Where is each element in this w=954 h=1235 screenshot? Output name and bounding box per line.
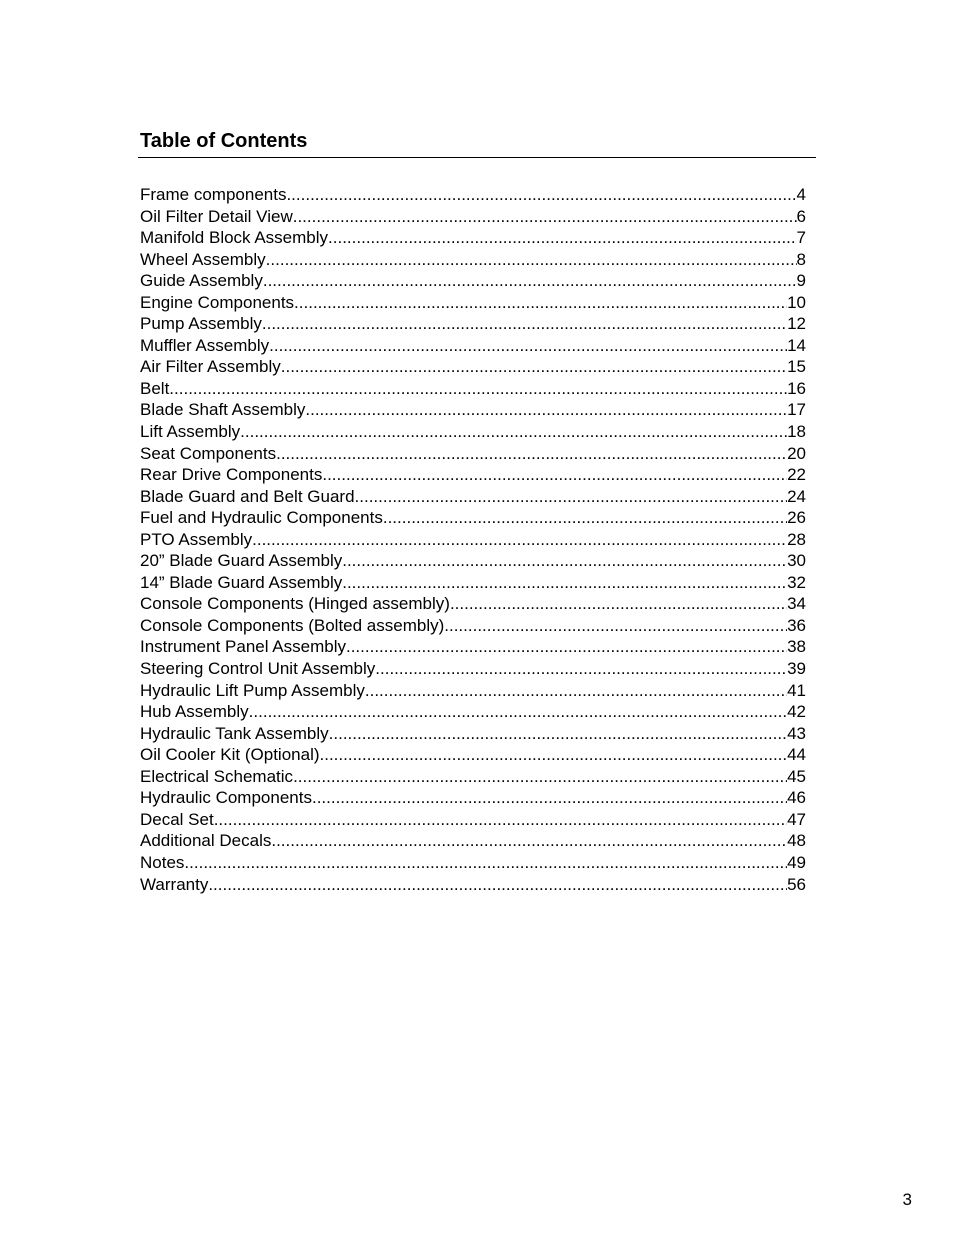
toc-entry-title: Manifold Block Assembly [140, 228, 329, 248]
toc-entry[interactable] [140, 421, 806, 443]
toc-entry-page: 32 [787, 572, 806, 592]
dot-leader [184, 852, 787, 874]
toc-entry-page: 36 [787, 615, 806, 635]
toc-entry-page: 48 [787, 831, 806, 851]
toc-entry-page: 8 [796, 249, 806, 269]
toc-entry-page: 17 [787, 400, 806, 420]
toc-entry[interactable] [140, 378, 806, 400]
toc-entry[interactable] [140, 680, 806, 702]
toc-entry-page: 22 [787, 465, 806, 485]
toc-entry-page: 24 [787, 486, 806, 506]
toc-entry-page: 38 [787, 637, 806, 657]
dot-leader [383, 507, 787, 529]
dot-leader [208, 874, 787, 896]
toc-entry-page: 6 [796, 206, 806, 226]
toc-entry-title: Fuel and Hydraulic Components [140, 508, 383, 528]
toc-entry-title: Oil Filter Detail View [140, 206, 293, 226]
toc-entry[interactable] [140, 486, 806, 508]
toc-entry-page: 14 [787, 335, 806, 355]
toc-entry[interactable] [140, 744, 806, 766]
toc-entry-title: 20” Blade Guard Assembly [140, 551, 343, 571]
toc-entry-title: Wheel Assembly [140, 249, 266, 269]
toc-entry[interactable] [140, 636, 806, 658]
toc-entry-title: Seat Components [140, 443, 277, 463]
toc-entry[interactable] [140, 356, 806, 378]
dot-leader [262, 313, 787, 335]
dot-leader [294, 292, 787, 314]
dot-leader [252, 529, 787, 551]
toc-entry-page: 4 [796, 185, 806, 204]
toc-entry-page: 10 [787, 292, 806, 312]
toc-entry[interactable] [140, 615, 806, 637]
dot-leader [249, 701, 787, 723]
dot-leader [305, 399, 787, 421]
toc-entry-title: PTO Assembly [140, 529, 253, 549]
dot-leader [269, 335, 787, 357]
toc-entry-page: 43 [787, 723, 806, 743]
toc-entry-title: 14” Blade Guard Assembly [140, 572, 343, 592]
dot-leader [276, 443, 787, 465]
toc-entry[interactable] [140, 830, 806, 852]
toc-entry-page: 9 [796, 271, 806, 291]
toc-entry-page: 15 [787, 357, 806, 377]
toc-entry[interactable] [140, 658, 806, 680]
dot-leader [293, 206, 797, 228]
toc-entry-page: 34 [787, 594, 806, 614]
toc-entry-page: 7 [796, 228, 806, 248]
toc-entry-title: Hydraulic Lift Pump Assembly [140, 680, 365, 700]
toc-entry-page: 18 [787, 422, 806, 442]
toc-entry[interactable] [140, 572, 806, 594]
toc-entry[interactable] [140, 593, 806, 615]
dot-leader [444, 615, 787, 637]
toc-list [140, 184, 806, 895]
dot-leader [320, 744, 788, 766]
toc-entry-title: Pump Assembly [140, 314, 262, 334]
toc-entry[interactable] [140, 464, 806, 486]
toc-entry-page: 12 [787, 314, 806, 334]
toc-entry[interactable] [140, 852, 806, 874]
toc-entry-title: Blade Guard and Belt Guard [140, 486, 355, 506]
dot-leader [342, 550, 787, 572]
toc-entry[interactable] [140, 227, 806, 249]
toc-entry[interactable] [140, 550, 806, 572]
toc-entry[interactable] [140, 399, 806, 421]
dot-leader [271, 830, 787, 852]
toc-entry-title: Notes [140, 852, 185, 872]
toc-entry-title: Guide Assembly [140, 271, 263, 291]
toc-entry-title: Electrical Schematic [140, 766, 294, 786]
toc-entry-page: 26 [787, 508, 806, 528]
toc-entry-page: 39 [787, 659, 806, 679]
toc-entry[interactable] [140, 701, 806, 723]
toc-entry-title: Air Filter Assembly [140, 357, 281, 377]
dot-leader [355, 486, 788, 508]
dot-leader [329, 723, 787, 745]
toc-entry-title: Console Components (Bolted assembly) [140, 615, 445, 635]
toc-entry[interactable] [140, 249, 806, 271]
toc-entry-title: Hydraulic Tank Assembly [140, 723, 329, 743]
toc-entry[interactable] [140, 270, 806, 292]
dot-leader [342, 572, 787, 594]
toc-entry-title: Blade Shaft Assembly [140, 400, 306, 420]
toc-entry-title: Instrument Panel Assembly [140, 637, 346, 657]
dot-leader [240, 421, 787, 443]
toc-entry-title: Lift Assembly [140, 422, 241, 442]
dot-leader [266, 249, 797, 271]
toc-entry-page: 20 [787, 443, 806, 463]
toc-entry-title: Steering Control Unit Assembly [140, 659, 376, 679]
toc-entry-title: Frame components [140, 185, 287, 204]
toc-entry-title: Warranty [140, 874, 209, 894]
toc-entry-title: Engine Components [140, 292, 295, 312]
dot-leader [328, 227, 797, 249]
toc-entry-page: 47 [787, 809, 806, 829]
toc-entry-page: 16 [787, 378, 806, 398]
toc-entry[interactable] [140, 529, 806, 551]
toc-entry-title: Additional Decals [140, 831, 272, 851]
toc-entry-page: 42 [787, 702, 806, 722]
toc-entry-page: 56 [787, 874, 806, 894]
toc-entry[interactable] [140, 723, 806, 745]
dot-leader [365, 680, 787, 702]
toc-entry-page: 45 [787, 766, 806, 786]
toc-entry-title: Belt [140, 378, 170, 398]
dot-leader [263, 270, 797, 292]
dot-leader [375, 658, 787, 680]
toc-entry[interactable] [140, 787, 806, 809]
toc-entry[interactable] [140, 292, 806, 314]
toc-entry-title: Hydraulic Components [140, 788, 312, 808]
toc-entry[interactable] [140, 874, 806, 896]
toc-entry-page: 44 [787, 745, 806, 765]
page-number: 3 [902, 1190, 912, 1209]
toc-entry-page: 28 [787, 529, 806, 549]
toc-entry-page: 30 [787, 551, 806, 571]
toc-entry-title: Decal Set [140, 809, 214, 829]
dot-leader [346, 636, 787, 658]
dot-leader [169, 378, 787, 400]
toc-entry-title: Oil Cooler Kit (Optional) [140, 745, 320, 765]
title-rule [138, 157, 816, 158]
toc-entry[interactable] [140, 335, 806, 357]
page-title: Table of Contents [140, 130, 308, 152]
dot-leader [293, 766, 787, 788]
toc-entry[interactable] [140, 184, 806, 206]
dot-leader [214, 809, 787, 831]
toc-entry[interactable] [140, 507, 806, 529]
toc-entry-title: Console Components (Hinged assembly) [140, 594, 450, 614]
dot-leader [286, 184, 796, 206]
toc-entry[interactable] [140, 766, 806, 788]
toc-entry-title: Muffler Assembly [140, 335, 270, 355]
toc-entry-page: 49 [787, 852, 806, 872]
toc-entry[interactable] [140, 443, 806, 465]
toc-entry-page: 41 [787, 680, 806, 700]
dot-leader [322, 464, 787, 486]
dot-leader [312, 787, 787, 809]
toc-entry[interactable] [140, 313, 806, 335]
dot-leader [281, 356, 787, 378]
toc-entry-title: Rear Drive Components [140, 465, 323, 485]
toc-entry[interactable] [140, 206, 806, 228]
toc-entry-title: Hub Assembly [140, 702, 249, 722]
toc-entry[interactable] [140, 809, 806, 831]
dot-leader [450, 593, 787, 615]
toc-entry-page: 46 [787, 788, 806, 808]
